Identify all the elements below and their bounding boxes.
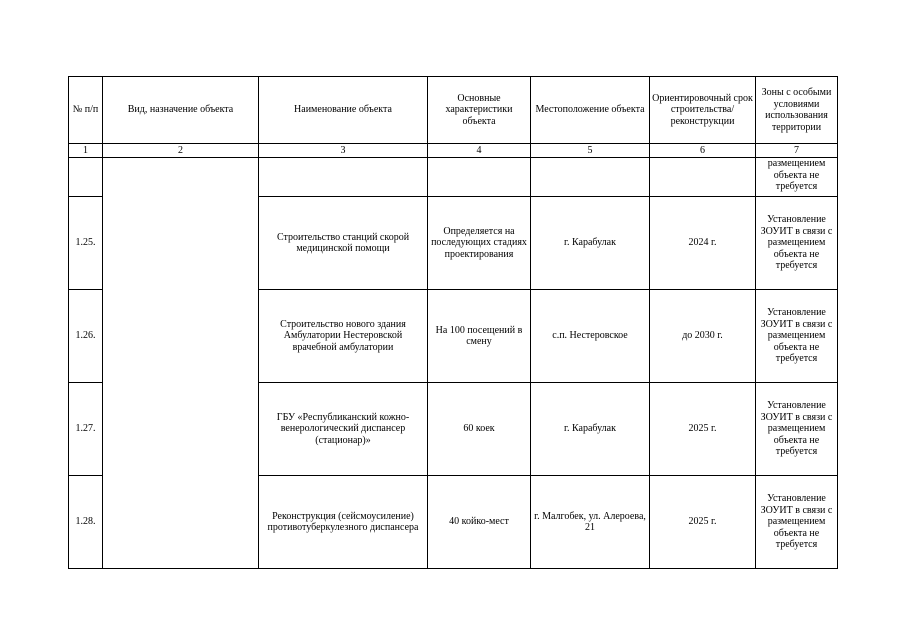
cell-name (259, 158, 428, 197)
column-number: 4 (428, 144, 531, 158)
cell-type-merged (103, 158, 259, 569)
column-number: 5 (531, 144, 650, 158)
cell-location: с.п. Нестеровское (531, 290, 650, 383)
cell-term: 2025 г. (650, 383, 756, 476)
cell-zone: Установление ЗОУИТ в связи с размещением объекта не требуется (756, 383, 838, 476)
column-number: 3 (259, 144, 428, 158)
cell-characteristics: Определяется на последующих стадиях проектирования (428, 197, 531, 290)
cell-term: 2024 г. (650, 197, 756, 290)
header-zones: Зоны с особыми условиями использования территории (756, 77, 838, 144)
column-number-row (69, 144, 838, 158)
header-location: Местоположение объекта (531, 77, 650, 144)
cell-number: 1.28. (69, 476, 103, 569)
header-characteristics: Основные характеристики объекта (428, 77, 531, 144)
cell-term: до 2030 г. (650, 290, 756, 383)
cell-location: г. Карабулак (531, 383, 650, 476)
cell-zone: Установление ЗОУИТ в связи с размещением объекта не требуется (756, 290, 838, 383)
cell-term (650, 158, 756, 197)
column-number: 6 (650, 144, 756, 158)
cell-number: 1.27. (69, 383, 103, 476)
column-number: 2 (103, 144, 259, 158)
cell-zone: Установление ЗОУИТ в связи с размещением объекта не требуется (756, 476, 838, 569)
column-number: 1 (69, 144, 103, 158)
cell-location (531, 158, 650, 197)
cell-name: ГБУ «Республиканский кожно-венерологический диспансер (стационар)» (259, 383, 428, 476)
cell-location: г. Малгобек, ул. Алероева, 21 (531, 476, 650, 569)
header-name: Наименование объекта (259, 77, 428, 144)
objects-table (68, 76, 838, 569)
cell-number (69, 158, 103, 197)
header-number: № п/п (69, 77, 103, 144)
table-row-continued (69, 158, 838, 197)
cell-zone: Установление ЗОУИТ в связи с размещением объекта не требуется (756, 197, 838, 290)
cell-characteristics (428, 158, 531, 197)
column-number: 7 (756, 144, 838, 158)
header-term: Ориентировочный срок строительства/ реконструкции (650, 77, 756, 144)
cell-characteristics: На 100 посещений в смену (428, 290, 531, 383)
cell-name: Строительство нового здания Амбулатории Нестеровской врачебной амбулатории (259, 290, 428, 383)
cell-number: 1.25. (69, 197, 103, 290)
cell-characteristics: 60 коек (428, 383, 531, 476)
cell-name: Строительство станций скорой медицинской помощи (259, 197, 428, 290)
table-header-row (69, 77, 838, 144)
cell-location: г. Карабулак (531, 197, 650, 290)
cell-zone-continued: размещением объекта не требуется (756, 158, 838, 197)
cell-name: Реконструкция (сейсмоусиление) противотуберкулезного диспансера (259, 476, 428, 569)
cell-number: 1.26. (69, 290, 103, 383)
cell-characteristics: 40 койко-мест (428, 476, 531, 569)
header-type: Вид, назначение объекта (103, 77, 259, 144)
cell-term: 2025 г. (650, 476, 756, 569)
